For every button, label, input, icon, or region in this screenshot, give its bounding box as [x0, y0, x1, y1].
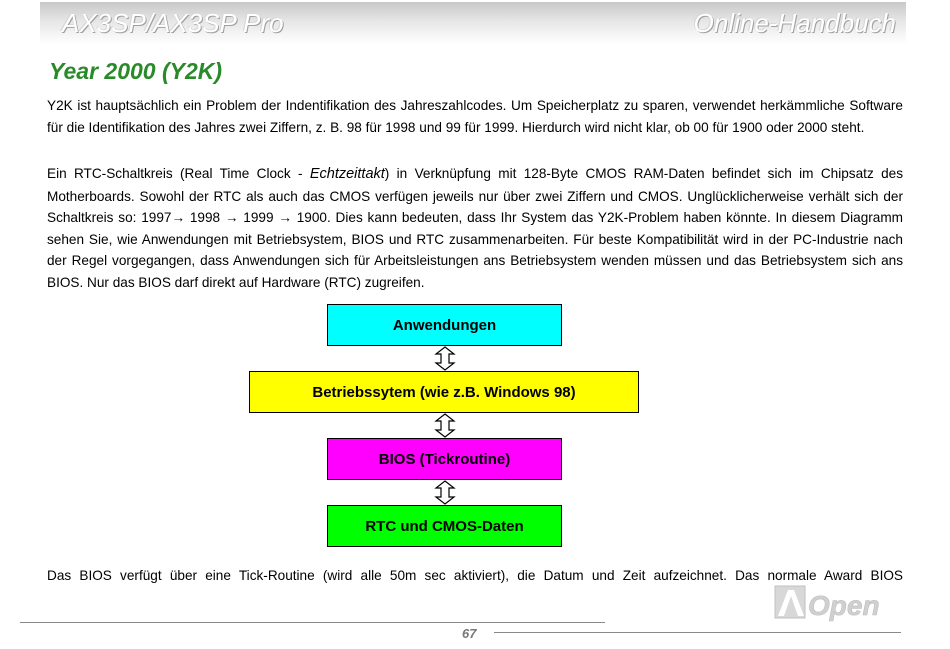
manual-model-title: AX3SP/AX3SP Pro: [62, 8, 284, 38]
double-arrow-icon: [434, 413, 456, 438]
page-header: [40, 2, 906, 44]
aopen-logo: [774, 582, 900, 624]
paragraph-rtc: [47, 163, 903, 293]
section-title: Year 2000 (Y2K): [49, 58, 223, 84]
double-arrow-icon: [434, 346, 456, 371]
page-number: 67: [462, 626, 477, 641]
double-arrow-icon: [434, 480, 456, 505]
paragraph-tick-routine: Das BIOS verfügt über eine Tick-Routine (wird alle 50m sec aktiviert), die Datum und Zeit aufzeichnet. Das normale Award BIOS: [47, 568, 903, 583]
svg-text:Open: Open: [808, 590, 880, 621]
manual-type-title: Online-Handbuch: [693, 8, 896, 38]
footer-rule-left: [20, 622, 605, 623]
diagram-box-bios: BIOS (Tickroutine): [327, 438, 562, 480]
diagram-box-applications: Anwendungen: [327, 304, 562, 346]
footer-rule-right: [494, 632, 901, 633]
diagram-box-rtc-cmos: RTC und CMOS-Daten: [327, 505, 562, 547]
diagram-box-operating-system: Betriebssytem (wie z.B. Windows 98): [249, 371, 639, 413]
paragraph-rtc-emphasis: Echtzeittakt: [309, 166, 385, 182]
paragraph-rtc-part2: ) in Verknüpfung mit 128-Byte CMOS RAM-Daten befindet sich im Chipsatz des Motherboards. Sowohl der RTC als auch das CMOS verfügen jeweils nur über zwei Ziffern und CMOS. Unglücklicherweise verhält sich der Schaltkreis so: 1997→ 1998 → 1999 → 1900. Dies kann bedeuten, dass Ihr System das Y2K-Problem haben könnte. In diesem Diagramm sehen Sie, wie Anwendungen mit Betriebsystem, BIOS und RTC zusammenarbeiten. Für beste Kompatibilität wird in der PC-Industrie nach der Regel vorgegangen, dass Anwendungen sich für Arbeitsleistungen ans Betriebsystem wenden müssen und das Betriebsystem sich ans BIOS. Nur das BIOS darf direkt auf Hardware (RTC) zugreifen.: [47, 166, 903, 290]
paragraph-intro: Y2K ist hauptsächlich ein Problem der Indentifikation des Jahreszahlcodes. Um Speicherplatz zu sparen, verwendet herkämmliche Software für die Identifikation des Jahres zwei Ziffern, z. B. 98 für 1998 und 99 für 1999. Hierdurch wird nicht klar, ob 00 für 1900 oder 2000 steht.: [47, 98, 903, 135]
paragraph-rtc-part1: Ein RTC-Schaltkreis (Real Time Clock -: [47, 166, 310, 181]
